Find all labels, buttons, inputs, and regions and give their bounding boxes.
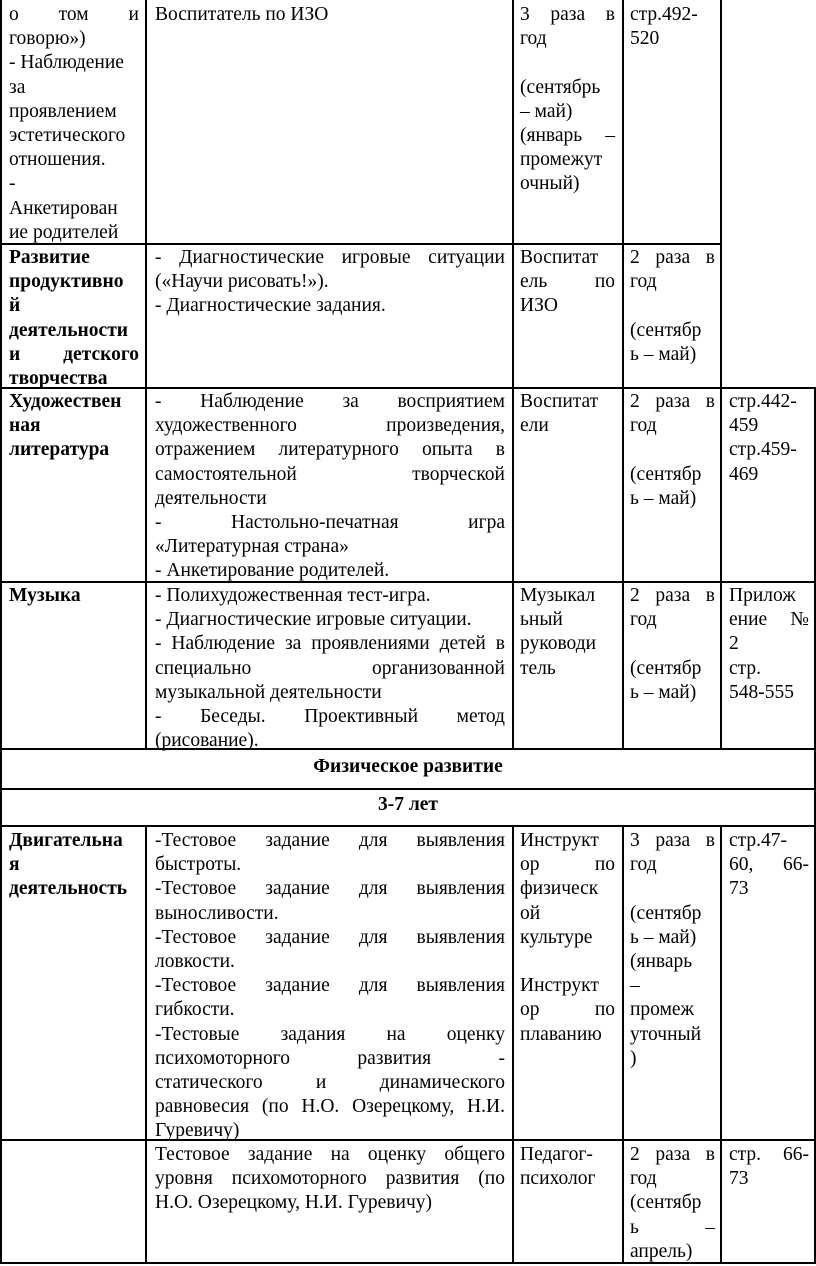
- cell-word: Н.О.: [301, 1096, 340, 1118]
- cell-text-line: Гуревичу): [155, 1120, 240, 1142]
- cell-text-line: гибкости.: [155, 999, 235, 1021]
- cell-text-line: стр.442-: [729, 391, 797, 412]
- table-rule: [622, 825, 624, 1264]
- row2-methods-cell: [155, 390, 505, 584]
- cell-word: и: [315, 1072, 327, 1094]
- cell-text-line: говорю»): [9, 28, 86, 50]
- cell-word: раза: [550, 4, 586, 25]
- table-rule: [0, 788, 816, 790]
- cell-word: 2: [630, 247, 640, 268]
- cell-word: Проективный: [304, 706, 419, 728]
- cell-word: организованной: [371, 657, 505, 679]
- cell-text-line: (сентябр: [630, 1192, 702, 1214]
- cell-text-line: промежут: [520, 149, 603, 171]
- cell-word: ор: [520, 999, 540, 1021]
- cell-word: по: [594, 999, 615, 1021]
- cell-word: выявления: [416, 926, 505, 948]
- cell-word: на: [330, 1144, 350, 1165]
- cell-word: на: [386, 1023, 406, 1045]
- cell-word: 3: [520, 4, 530, 25]
- cell-text-line: год: [630, 271, 657, 293]
- cell-text-line: год: [630, 609, 657, 631]
- cell-text-line: (сентябрь: [520, 76, 601, 98]
- row4-reference-cell: [729, 829, 809, 902]
- cell-text-line: психолог: [520, 1168, 596, 1190]
- cell-word: самостоятельной: [155, 463, 297, 485]
- cell-word: Озерецкому,: [352, 1096, 455, 1118]
- cell-text-line: стр.492-: [630, 4, 698, 25]
- cell-word: литературного: [278, 439, 399, 461]
- cell-word: детского: [63, 343, 139, 365]
- cell-word: равновесия: [155, 1096, 250, 1118]
- cell-word: (по: [478, 1168, 505, 1190]
- cell-word: по: [594, 271, 615, 293]
- cell-text-line: Воспитат: [520, 247, 599, 268]
- row3-frequency-cell: [630, 584, 715, 705]
- table-rule: [0, 825, 816, 827]
- cell-word: ель: [520, 271, 548, 293]
- cell-text-line: литература: [9, 439, 110, 461]
- cell-text-line: Воспитат: [520, 391, 599, 412]
- cell-text-line: продуктивно: [9, 271, 124, 293]
- cell-word: -: [498, 1047, 505, 1069]
- cell-word: выявления: [416, 830, 505, 851]
- row0-frequency-cell: [520, 3, 615, 197]
- cell-text-line: [630, 632, 715, 656]
- cell-text-line: –: [630, 975, 640, 997]
- cell-text-line: [630, 877, 715, 901]
- cell-text-line: [155, 1071, 505, 1095]
- cell-text-line: [155, 1095, 505, 1119]
- cell-text-line: (сентябр: [630, 319, 702, 341]
- cell-word: в: [705, 585, 715, 606]
- cell-word: задание: [265, 830, 330, 851]
- cell-word: для: [358, 926, 388, 948]
- cell-word: -Тестовое: [155, 830, 237, 851]
- cell-text-line: апрель): [630, 1240, 693, 1262]
- cell-text-line: эстетического: [9, 125, 126, 147]
- row0-reference-cell: [630, 3, 715, 51]
- cell-word: ение: [729, 609, 768, 631]
- cell-word: -Тестовое: [155, 975, 237, 997]
- cell-word: –: [705, 1216, 715, 1238]
- cell-text-line: [520, 270, 615, 294]
- row2-responsible-cell: [520, 390, 615, 438]
- row1-area-cell: [9, 246, 139, 391]
- cell-text-line: 459: [729, 415, 759, 437]
- cell-text-line: (январь: [630, 951, 693, 973]
- row4-area-cell: [9, 829, 139, 902]
- row3-methods-cell: [155, 584, 505, 753]
- cell-text-line: [155, 438, 505, 462]
- cell-text-line: [520, 998, 615, 1022]
- cell-word: детей: [439, 633, 486, 655]
- cell-word: -: [155, 512, 162, 534]
- cell-word: психомоторного: [231, 1168, 367, 1190]
- cell-text-line: год: [630, 415, 657, 437]
- cell-text-line: [155, 1167, 505, 1191]
- cell-word: раза: [655, 247, 691, 268]
- cell-text-line: ие родителей: [9, 221, 119, 243]
- cell-word: №: [790, 609, 809, 631]
- cell-text-line: уточный: [630, 1023, 702, 1045]
- cell-text-line: Инструкт: [520, 975, 599, 997]
- cell-text-line: деятельности: [9, 319, 129, 341]
- cell-word: произведения,: [386, 415, 505, 437]
- cell-text-line: ь – май): [630, 343, 697, 365]
- cell-text-line: - Наблюдение: [9, 52, 124, 74]
- cell-text-line: ь – май): [630, 926, 697, 948]
- cell-text-line: творчества: [9, 368, 108, 390]
- cell-word: раза: [655, 585, 691, 606]
- cell-text-line: Педагог-: [520, 1144, 593, 1165]
- cell-text-line: [155, 974, 505, 998]
- cell-word: Наблюдение: [200, 391, 304, 412]
- cell-word: за: [342, 391, 359, 412]
- cell-word: задание: [265, 878, 330, 900]
- cell-word: развития: [385, 1168, 460, 1190]
- cell-text-line: ь – май): [630, 487, 697, 509]
- cell-text-line: [155, 511, 505, 535]
- cell-text-line: (рисование).: [155, 730, 259, 752]
- row2-frequency-cell: [630, 390, 715, 511]
- cell-word: и: [128, 4, 139, 25]
- cell-text-line: [729, 853, 809, 877]
- cell-word: том: [58, 4, 89, 25]
- cell-word: и: [9, 343, 21, 365]
- cell-word: раза: [655, 391, 691, 412]
- cell-word: –: [605, 125, 615, 147]
- cell-word: опыта: [422, 439, 473, 461]
- cell-text-line: год: [630, 1168, 657, 1190]
- row3-responsible-cell: [520, 584, 615, 681]
- cell-text-line: [155, 829, 505, 853]
- cell-word: стр.: [729, 1144, 762, 1165]
- cell-text-line: ): [630, 1047, 637, 1069]
- cell-text-line: Музыка: [9, 585, 81, 606]
- cell-word: для: [358, 975, 388, 997]
- row1-frequency-cell: [630, 246, 715, 367]
- cell-word: восприятием: [397, 391, 505, 412]
- cell-text-line: 2: [729, 633, 739, 655]
- cell-word: Тестовое: [155, 1144, 230, 1165]
- cell-text-line: культуре: [520, 926, 593, 948]
- cell-word: метод: [456, 706, 505, 728]
- cell-text-line: [520, 51, 615, 75]
- cell-text-line: 73: [729, 878, 749, 900]
- cell-word: в: [495, 633, 505, 655]
- cell-text-line: тель: [520, 657, 556, 679]
- cell-text-line: Воспитатель по ИЗО: [155, 4, 329, 25]
- cell-text-line: [630, 1143, 715, 1167]
- cell-word: в: [705, 1144, 715, 1165]
- cell-text-line: Двигательна: [9, 830, 123, 851]
- cell-text-line: й: [9, 295, 21, 317]
- cell-text-line: [630, 246, 715, 270]
- cell-word: общего: [444, 1144, 505, 1165]
- cell-text-line: 548-555: [729, 681, 794, 703]
- cell-text-line: год: [520, 28, 547, 50]
- cell-text-line: [155, 705, 505, 729]
- row5-reference-cell: [729, 1143, 809, 1191]
- cell-word: -Тестовые: [155, 1023, 240, 1045]
- cell-text-line: [155, 1047, 505, 1071]
- cell-text-line: (сентябр: [630, 657, 702, 679]
- cell-word: в: [705, 830, 715, 851]
- row1-methods-cell: [155, 246, 505, 319]
- cell-word: задание: [265, 926, 330, 948]
- table-rule: [145, 825, 147, 1264]
- cell-word: задания: [280, 1023, 346, 1045]
- cell-text-line: («Научи рисовать!»).: [155, 271, 329, 293]
- cell-text-line: - Диагностические задания.: [155, 295, 386, 317]
- cell-text-line: ная: [9, 415, 41, 437]
- cell-text-line: [630, 584, 715, 608]
- cell-text-line: ь – май): [630, 681, 697, 703]
- cell-text-line: (сентябр: [630, 463, 702, 485]
- cell-text-line: [630, 294, 715, 318]
- row3-reference-cell: [729, 584, 809, 705]
- cell-word: -Тестовое: [155, 926, 237, 948]
- cell-word: выявления: [416, 878, 505, 900]
- cell-word: в: [495, 439, 505, 461]
- cell-word: проявлениями: [311, 633, 430, 655]
- cell-word: задание: [265, 975, 330, 997]
- cell-text-line: [155, 657, 505, 681]
- cell-word: по: [594, 854, 615, 876]
- cell-text-line: - Полихудожественная тест-игра.: [155, 585, 431, 606]
- age-title: 3-7 лет: [377, 794, 439, 815]
- cell-text-line: 469: [729, 463, 759, 485]
- cell-text-line: – май): [520, 100, 573, 122]
- cell-text-line: «Литературная страна»: [155, 536, 349, 558]
- cell-word: оценку: [367, 1144, 427, 1165]
- cell-text-line: физическ: [520, 878, 599, 900]
- cell-text-line: -: [9, 173, 16, 195]
- cell-text-line: [155, 1143, 505, 1167]
- cell-text-line: [155, 463, 505, 487]
- cell-word: развития: [357, 1047, 432, 1069]
- row5-frequency-cell: [630, 1143, 715, 1264]
- table-rule: [145, 0, 147, 749]
- cell-text-line: плаванию: [520, 1023, 602, 1045]
- cell-text-line: - Анкетирование родителей.: [155, 560, 390, 582]
- cell-text-line: проявлением: [9, 100, 117, 122]
- cell-text-line: ловкости.: [155, 951, 235, 973]
- cell-text-line: - Диагностические игровые ситуации.: [155, 609, 472, 631]
- row2-reference-cell: [729, 390, 809, 487]
- cell-text-line: ьный: [520, 609, 563, 631]
- cell-text-line: Прилож: [729, 585, 796, 606]
- cell-text-line: [630, 1216, 715, 1240]
- cell-word: в: [605, 4, 615, 25]
- cell-word: о: [9, 4, 19, 25]
- cell-word: специально: [155, 657, 252, 679]
- cell-text-line: Анкетирован: [9, 197, 118, 219]
- table-rule: [622, 0, 624, 749]
- cell-text-line: [520, 853, 615, 877]
- cell-word: -: [155, 391, 162, 412]
- cell-text-line: [155, 632, 505, 656]
- cell-text-line: музыкальной деятельности: [155, 681, 382, 703]
- cell-word: 2: [630, 585, 640, 606]
- cell-text-line: руководи: [520, 633, 597, 655]
- cell-word: в: [705, 391, 715, 412]
- cell-text-line: Инструкт: [520, 830, 599, 851]
- cell-text-line: [155, 246, 505, 270]
- cell-word: -: [155, 633, 162, 655]
- cell-text-line: [155, 877, 505, 901]
- cell-text-line: [630, 390, 715, 414]
- cell-text-line: [729, 608, 809, 632]
- cell-word: ь: [630, 1216, 639, 1238]
- cell-text-line: ели: [520, 415, 549, 437]
- table-rule: [0, 0, 2, 1264]
- cell-word: 2: [630, 1144, 640, 1165]
- cell-word: раза: [655, 1144, 691, 1165]
- cell-text-line: [155, 390, 505, 414]
- cell-word: творческой: [412, 463, 505, 485]
- cell-word: -: [155, 247, 162, 268]
- cell-text-line: [630, 438, 715, 462]
- cell-text-line: быстроты.: [155, 854, 242, 876]
- cell-word: игровые: [341, 247, 411, 268]
- section-title: Физическое развитие: [313, 756, 503, 777]
- row0-responsible-cell: [155, 3, 505, 27]
- cell-word: 66-: [783, 854, 809, 876]
- cell-word: Диагностические: [179, 247, 324, 268]
- cell-text-line: деятельность: [9, 878, 128, 900]
- cell-word: динамического: [379, 1072, 505, 1094]
- cell-word: ситуации: [428, 247, 505, 268]
- cell-word: Наблюдение: [171, 633, 276, 655]
- cell-text-line: 73: [729, 1168, 749, 1190]
- cell-word: отражением: [155, 439, 256, 461]
- row3-area-cell: [9, 584, 139, 608]
- cell-text-line: [520, 3, 615, 27]
- cell-word: раза: [655, 830, 691, 851]
- table-rule: [720, 825, 722, 1264]
- row4-frequency-cell: [630, 829, 715, 1071]
- cell-text-line: промеж: [630, 999, 695, 1021]
- cell-word: -Тестовое: [155, 878, 237, 900]
- cell-word: за: [284, 633, 302, 655]
- cell-text-line: выносливости.: [155, 902, 279, 924]
- cell-word: для: [358, 878, 388, 900]
- cell-word: 66-: [783, 1144, 809, 1165]
- cell-word: Н.И.: [467, 1096, 505, 1118]
- table-rule: [512, 0, 514, 749]
- cell-text-line: [630, 829, 715, 853]
- cell-text-line: стр.47-: [729, 830, 788, 851]
- cell-text-line: ИЗО: [520, 295, 558, 317]
- row5-responsible-cell: [520, 1143, 615, 1191]
- cell-text-line: за: [9, 76, 26, 98]
- cell-word: статического: [155, 1072, 263, 1094]
- cell-text-line: [155, 926, 505, 950]
- cell-word: художественного: [155, 415, 297, 437]
- cell-text-line: [9, 3, 139, 27]
- cell-word: психомоторного: [155, 1047, 290, 1069]
- cell-word: 3: [630, 830, 640, 851]
- cell-text-line: Н.О. Озерецкому, Н.И. Гуревичу): [155, 1192, 432, 1214]
- cell-text-line: Музыкал: [520, 585, 596, 606]
- cell-text-line: [9, 343, 139, 367]
- cell-text-line: [155, 1023, 505, 1047]
- cell-text-line: очный): [520, 173, 580, 195]
- cell-word: Беседы.: [200, 706, 266, 728]
- row0-method-cell: [9, 3, 139, 245]
- cell-word: (январь: [520, 125, 583, 147]
- cell-text-line: [155, 414, 505, 438]
- cell-text-line: деятельности: [155, 487, 267, 509]
- cell-text-line: [520, 124, 615, 148]
- row5-methods-cell: [155, 1143, 505, 1216]
- cell-text-line: год: [630, 854, 657, 876]
- cell-word: выявления: [416, 975, 505, 997]
- cell-text-line: 520: [630, 28, 660, 50]
- cell-word: уровня: [155, 1168, 213, 1190]
- row2-area-cell: [9, 390, 139, 463]
- table-rule: [720, 0, 722, 749]
- cell-word: 2: [630, 391, 640, 412]
- cell-text-line: стр.: [729, 657, 762, 679]
- cell-text-line: ой: [520, 902, 541, 924]
- cell-word: Настольно-печатная: [231, 512, 399, 534]
- cell-text-line: [520, 950, 615, 974]
- cell-text-line: Развитие: [9, 247, 90, 268]
- cell-word: (по: [261, 1096, 289, 1118]
- table-rule: [512, 825, 514, 1264]
- cell-word: задание: [247, 1144, 313, 1165]
- cell-text-line: Художествен: [9, 391, 122, 412]
- row4-responsible-cell: [520, 829, 615, 1047]
- row1-responsible-cell: [520, 246, 615, 319]
- cell-text-line: (сентябр: [630, 902, 702, 924]
- cell-text-line: [729, 1143, 809, 1167]
- cell-word: оценку: [446, 1023, 505, 1045]
- cell-word: для: [358, 830, 388, 851]
- cell-word: ор: [520, 854, 540, 876]
- cell-word: 60,: [729, 854, 754, 876]
- row4-methods-cell: [155, 829, 505, 1144]
- cell-word: игра: [468, 512, 505, 534]
- cell-word: в: [705, 247, 715, 268]
- cell-text-line: отношения.: [9, 149, 106, 171]
- cell-text-line: я: [9, 854, 20, 876]
- cell-text-line: стр.459-: [729, 439, 797, 461]
- cell-word: -: [155, 706, 162, 728]
